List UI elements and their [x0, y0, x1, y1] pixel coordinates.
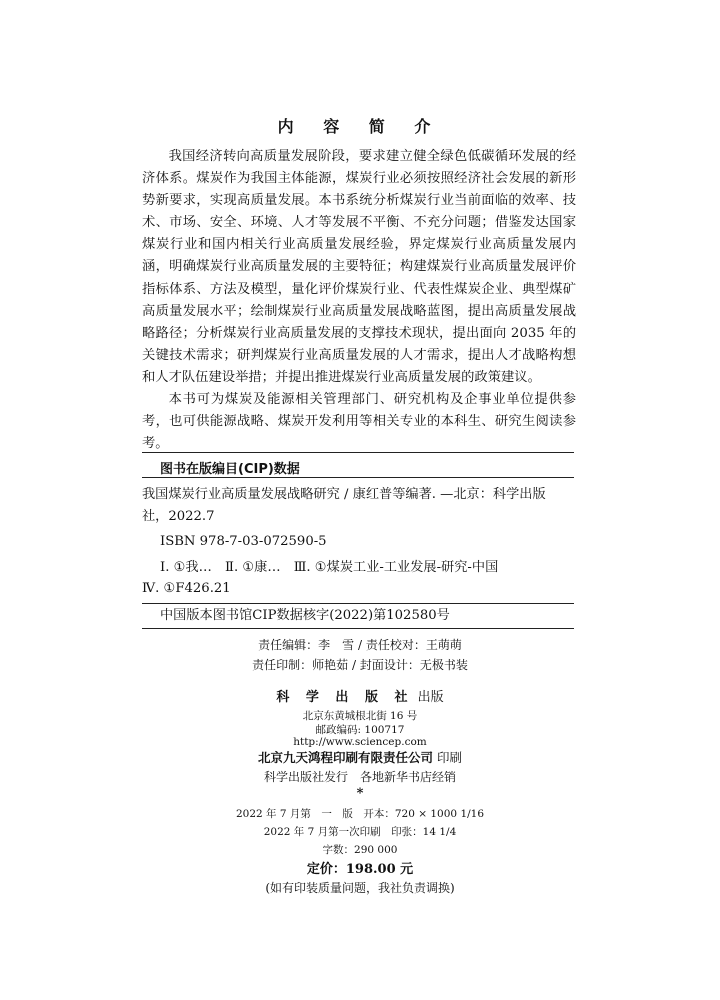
summary-paragraph-1: 我国经济转向高质量发展阶段，要求建立健全绿色低碳循环发展的经济体系。煤炭作为我国主体能源，煤炭行业必须按照经济社会发展的新形势新要求，实现高质量发展。本书系统分析煤炭行业当前面临的效率、技术、市场、安全、环境、人才等发展不平衡、不充分问题；借鉴发达国家煤炭行业和国内相关行业高质量发展经验，界定煤炭行业高质量发展内涵，明确煤炭行业高质量发展的主要特征；构建煤炭行业高质量发展评价指标体系、方法及模型，量化评价煤炭行业、代表性煤炭企业、典型煤矿高质量发展水平；绘制煤炭行业高质量发展战略蓝图，提出高质量发展战略路径；分析煤炭行业高质量发展的支撑技术现状，提出面向 2035 年的关键技术需求；研判煤炭行业高质量发展的人才需求，提出人才战略构想和人才队伍建设举措；并提出推进煤炭行业高质量发展的政策建议。	[142, 149, 576, 385]
cip-core-number: 中国版本图书馆CIP数据核字(2022)第102580号	[160, 608, 450, 623]
credits-production: 责任印制：师艳茹 / 封面设计：无极书装	[252, 658, 468, 672]
summary-paragraph-2: 本书可为煤炭及能源相关管理部门、研究机构及企事业单位提供参考，也可供能源战略、煤炭开发利用等相关专业的本科生、研究生阅读参考。	[142, 392, 576, 452]
edition-line: 2022 年 7 月第 一 版 开本：720 × 1000 1/16	[235, 808, 485, 820]
cip-bottom-rule	[142, 628, 574, 629]
publisher-website: http://www.sciencep.com	[293, 736, 427, 748]
cip-title-line-cont: 社，2022.7	[142, 509, 215, 524]
publisher-name: 科 学 出 版 社	[276, 690, 414, 705]
publisher-address: 北京东黄城根北街 16 号	[302, 710, 418, 722]
printing-line: 2022 年 7 月第一次印刷 印张：14 1/4	[263, 826, 457, 838]
credits-editors: 责任编辑：李 雪 / 责任校对：王萌萌	[258, 638, 462, 652]
cip-heading-rule	[142, 477, 574, 478]
cip-classification: Ⅰ. ①我… Ⅱ. ①康… Ⅲ. ①煤炭工业-工业发展-研究-中国	[160, 560, 499, 575]
printer-name: 北京九天鸿程印刷有限责任公司	[258, 750, 434, 765]
word-count: 字数：290 000	[322, 844, 398, 856]
cip-top-rule	[142, 452, 574, 453]
summary-body	[142, 146, 576, 455]
summary-title: 内 容 简 介	[277, 117, 443, 136]
quality-notice: (如有印装质量问题，我社负责调换)	[265, 881, 455, 895]
cip-heading: 图书在版编目(CIP)数据	[160, 462, 300, 477]
distribution-line: 科学出版社发行 各地新华书店经销	[263, 770, 456, 784]
cip-title-line: 我国煤炭行业高质量发展战略研究 / 康红普等编著. —北京：科学出版	[142, 487, 546, 502]
printer-suffix: 印刷	[433, 750, 462, 765]
printer-line	[0, 748, 720, 766]
cip-isbn: ISBN 978-7-03-072590-5	[160, 534, 327, 549]
publisher-line	[0, 686, 720, 705]
cip-classification-cont: Ⅳ. ①F426.21	[142, 581, 231, 596]
publisher-postcode: 邮政编码: 100717	[315, 724, 405, 736]
price: 定价：198.00 元	[306, 862, 414, 877]
cip-mid-rule	[142, 603, 574, 604]
publisher-suffix: 出版	[413, 690, 444, 705]
separator-star: *	[356, 786, 364, 801]
